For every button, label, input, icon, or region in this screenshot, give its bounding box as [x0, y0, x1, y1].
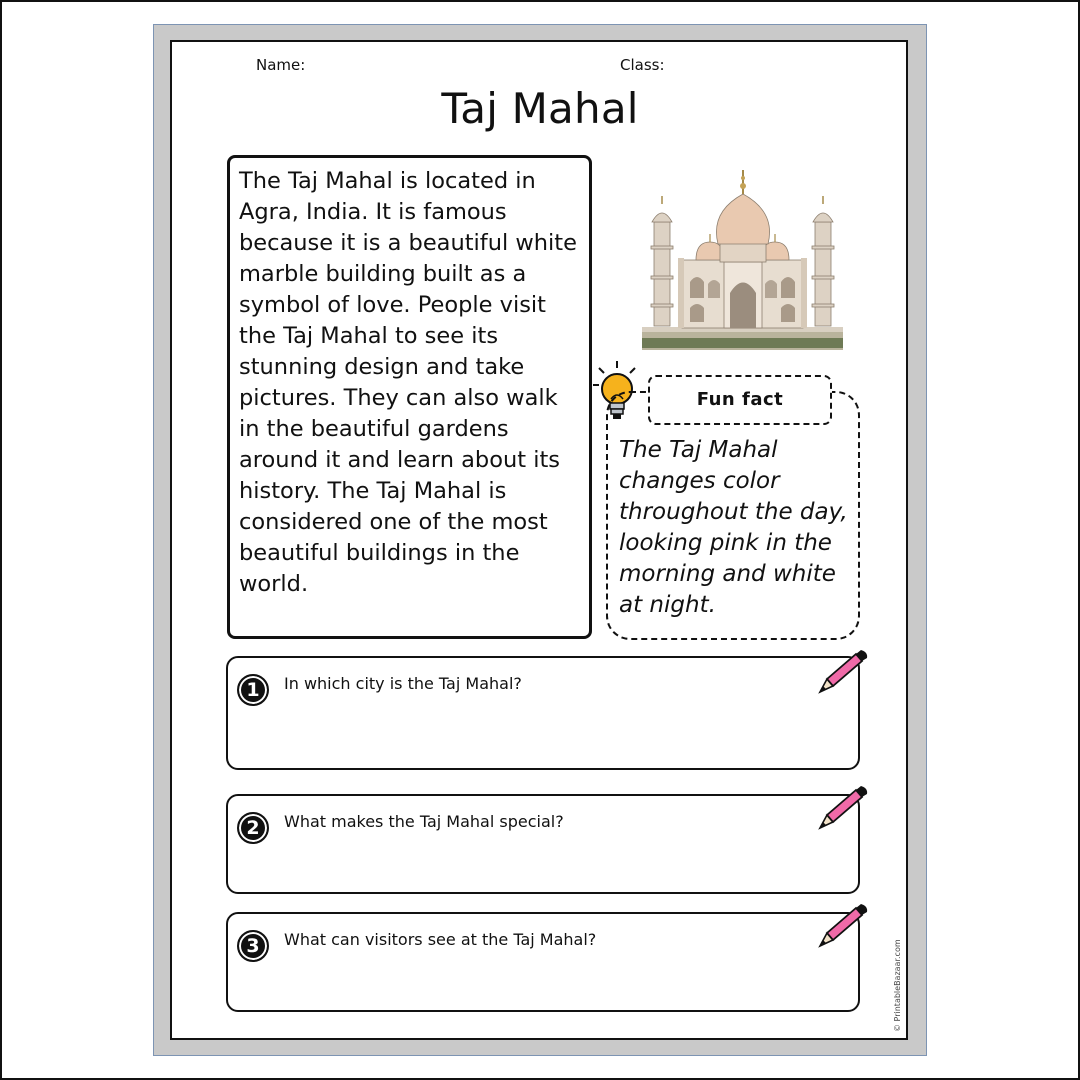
pencil-icon: [818, 784, 870, 830]
question-box-2[interactable]: [226, 794, 860, 894]
class-label: Class:: [620, 56, 665, 74]
question-box-1[interactable]: [226, 656, 860, 770]
name-label: Name:: [256, 56, 306, 74]
fun-fact-box: The Taj Mahal changes color throughout the day, looking pink in the morning and white at night.: [606, 391, 860, 640]
pencil-icon: [818, 648, 870, 694]
copyright-credit: © PrintableBazaar.com: [893, 939, 902, 1032]
question-text: What makes the Taj Mahal special?: [284, 812, 564, 831]
fun-fact-label: Fun fact: [648, 375, 832, 425]
question-box-3[interactable]: [226, 912, 860, 1012]
question-text: What can visitors see at the Taj Mahal?: [284, 930, 597, 949]
taj-mahal-illustration: [640, 158, 845, 354]
question-number-badge: 3: [237, 930, 269, 962]
question-number-badge: 1: [237, 674, 269, 706]
question-text: In which city is the Taj Mahal?: [284, 674, 522, 693]
page-title: Taj Mahal: [441, 84, 639, 133]
question-number-badge: 2: [237, 812, 269, 844]
reading-passage: The Taj Mahal is located in Agra, India. It is famous because it is a beautiful white marble building built as a symbol of love. People visit the Taj Mahal to see its stunning design and take pictures. They can also walk in the beautiful gardens around it and learn about its history. The Taj Mahal is considered one of the most beautiful buildings in the world.: [227, 155, 592, 639]
pencil-icon: [818, 902, 870, 948]
